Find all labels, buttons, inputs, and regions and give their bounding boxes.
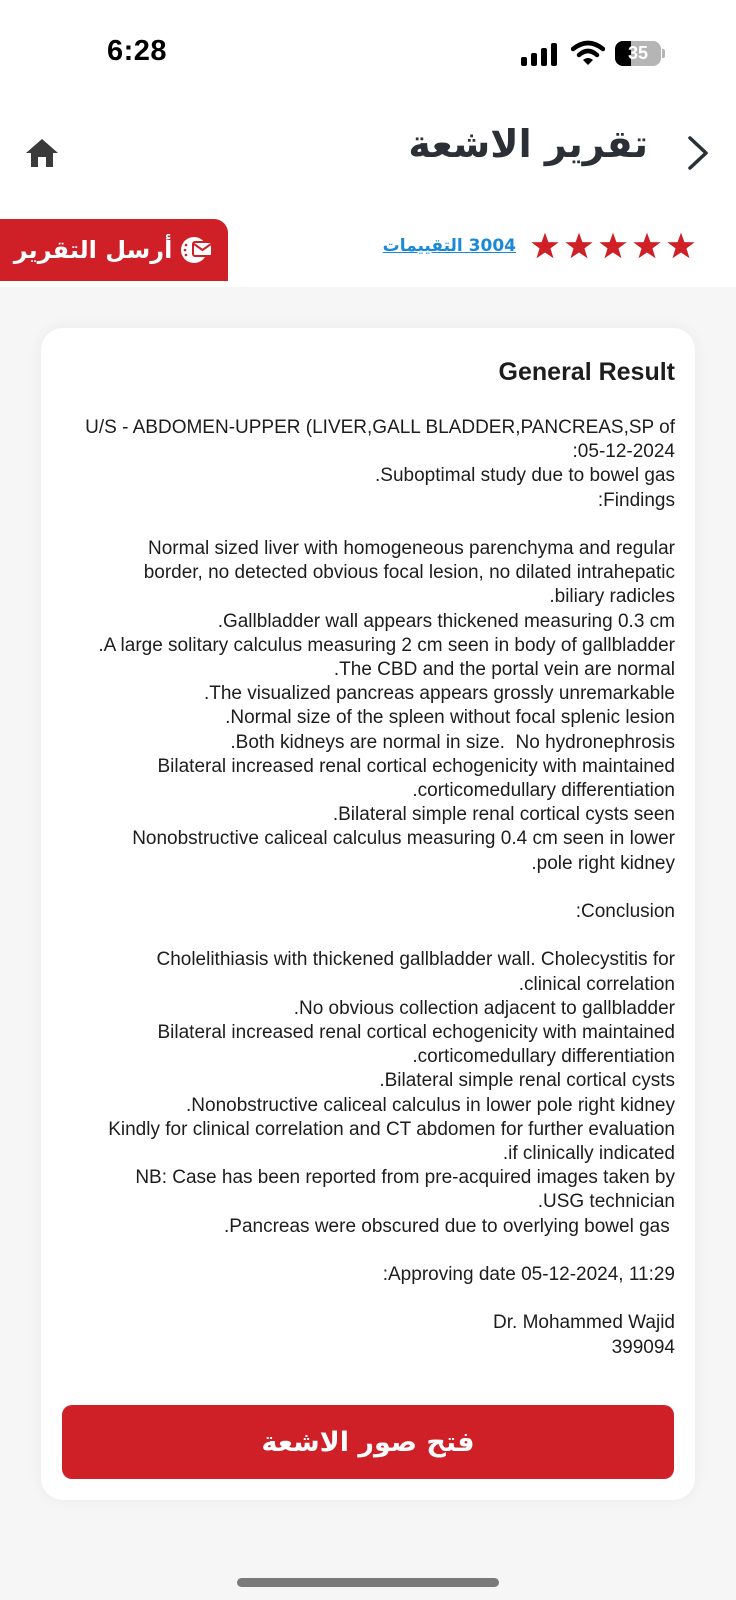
report-line: :Conclusion <box>575 901 675 923</box>
page-title: تقرير الاشعة <box>408 122 648 166</box>
star-rating <box>530 232 696 260</box>
report-line: .Gallbladder wall appears thickened measuring 0.3 cm <box>217 610 675 632</box>
report-line: border, no detected obvious focal lesion, no dilated intrahepatic <box>143 562 675 584</box>
star-icon <box>666 232 696 260</box>
report-spacer <box>55 924 675 948</box>
report-line: .The visualized pancreas appears grossly unremarkable <box>203 683 675 705</box>
home-indicator[interactable] <box>237 1578 499 1587</box>
open-images-label: فتح صور الاشعة <box>261 1426 475 1458</box>
report-line: .Nonobstructive caliceal calculus in lower pole right kidney <box>186 1094 675 1116</box>
report-line: .corticomedullary differentiation <box>412 780 675 802</box>
report-line: .Suboptimal study due to bowel gas <box>375 465 675 487</box>
wifi-icon <box>571 40 605 66</box>
report-spacer <box>55 513 675 537</box>
report-line: Bilateral increased renal cortical echogenicity with maintained <box>157 755 675 777</box>
report-line: Normal sized liver with homogeneous parenchyma and regular <box>148 538 675 559</box>
report-spacer <box>55 1239 675 1263</box>
send-report-button[interactable] <box>0 219 228 281</box>
battery-level: 35 <box>627 43 649 63</box>
rating <box>383 232 696 260</box>
signal-icon <box>521 42 559 66</box>
star-icon <box>598 232 628 260</box>
report-line: 399094 <box>611 1336 675 1358</box>
report-spacer <box>55 1287 675 1311</box>
report-line: .if clinically indicated <box>502 1143 675 1165</box>
home-icon[interactable] <box>25 137 59 169</box>
report-line: Dr. Mohammed Wajid <box>493 1312 675 1334</box>
report-line: .biliary radicles <box>549 586 675 608</box>
report-line: :05-12-2024 <box>572 441 675 463</box>
star-icon <box>632 232 662 260</box>
report-line: .The CBD and the portal vein are normal <box>333 659 675 681</box>
report-spacer <box>55 876 675 900</box>
report-body <box>55 416 675 1360</box>
battery-icon <box>615 41 665 66</box>
report-line: :Findings <box>597 489 675 511</box>
star-icon <box>530 232 560 260</box>
report-line: .Bilateral simple renal cortical cysts seen <box>332 804 675 826</box>
star-icon <box>564 232 594 260</box>
report-line: .A large solitary calculus measuring 2 cm seen in body of gallbladder <box>98 634 675 656</box>
report-line: Kindly for clinical correlation and CT abdomen for further evaluation <box>108 1118 675 1140</box>
open-images-button[interactable] <box>62 1405 674 1479</box>
report-line: :Approving date 05-12-2024, 11:29 <box>382 1264 675 1286</box>
report-line: .Pancreas were obscured due to overlying bowel gas <box>224 1215 675 1237</box>
send-report-label: أرسل التقرير <box>13 236 173 264</box>
report-line: .USG technician <box>537 1191 675 1213</box>
report-line: NB: Case has been reported from pre-acquired images taken by <box>135 1167 675 1189</box>
status-time: 6:28 <box>107 35 168 67</box>
report-line: U/S - ABDOMEN-UPPER (LIVER,GALL BLADDER,PANCREAS,SP of <box>85 417 675 438</box>
report-line: Nonobstructive caliceal calculus measuring 0.4 cm seen in lower <box>132 828 675 850</box>
report-line: .Both kidneys are normal in size. No hydronephrosis <box>230 731 675 753</box>
report-line: .clinical correlation <box>518 973 675 995</box>
ratings-count-link[interactable]: 3004 التقييمات <box>382 236 516 256</box>
report-title: General Result <box>498 358 675 386</box>
chevron-right-icon[interactable] <box>686 135 710 171</box>
report-card <box>41 328 695 1500</box>
report-line: .Normal size of the spleen without focal splenic lesion <box>225 707 675 729</box>
report-line: Cholelithiasis with thickened gallbladder wall. Cholecystitis for <box>156 949 675 971</box>
report-line: Bilateral increased renal cortical echogenicity with maintained <box>157 1022 675 1044</box>
mail-icon <box>180 234 214 266</box>
report-line: .pole right kidney <box>531 852 675 874</box>
report-line: .Bilateral simple renal cortical cysts <box>379 1070 675 1092</box>
report-line: .No obvious collection adjacent to gallbladder <box>293 997 675 1019</box>
report-line: .corticomedullary differentiation <box>412 1046 675 1068</box>
status-bar <box>0 0 736 100</box>
